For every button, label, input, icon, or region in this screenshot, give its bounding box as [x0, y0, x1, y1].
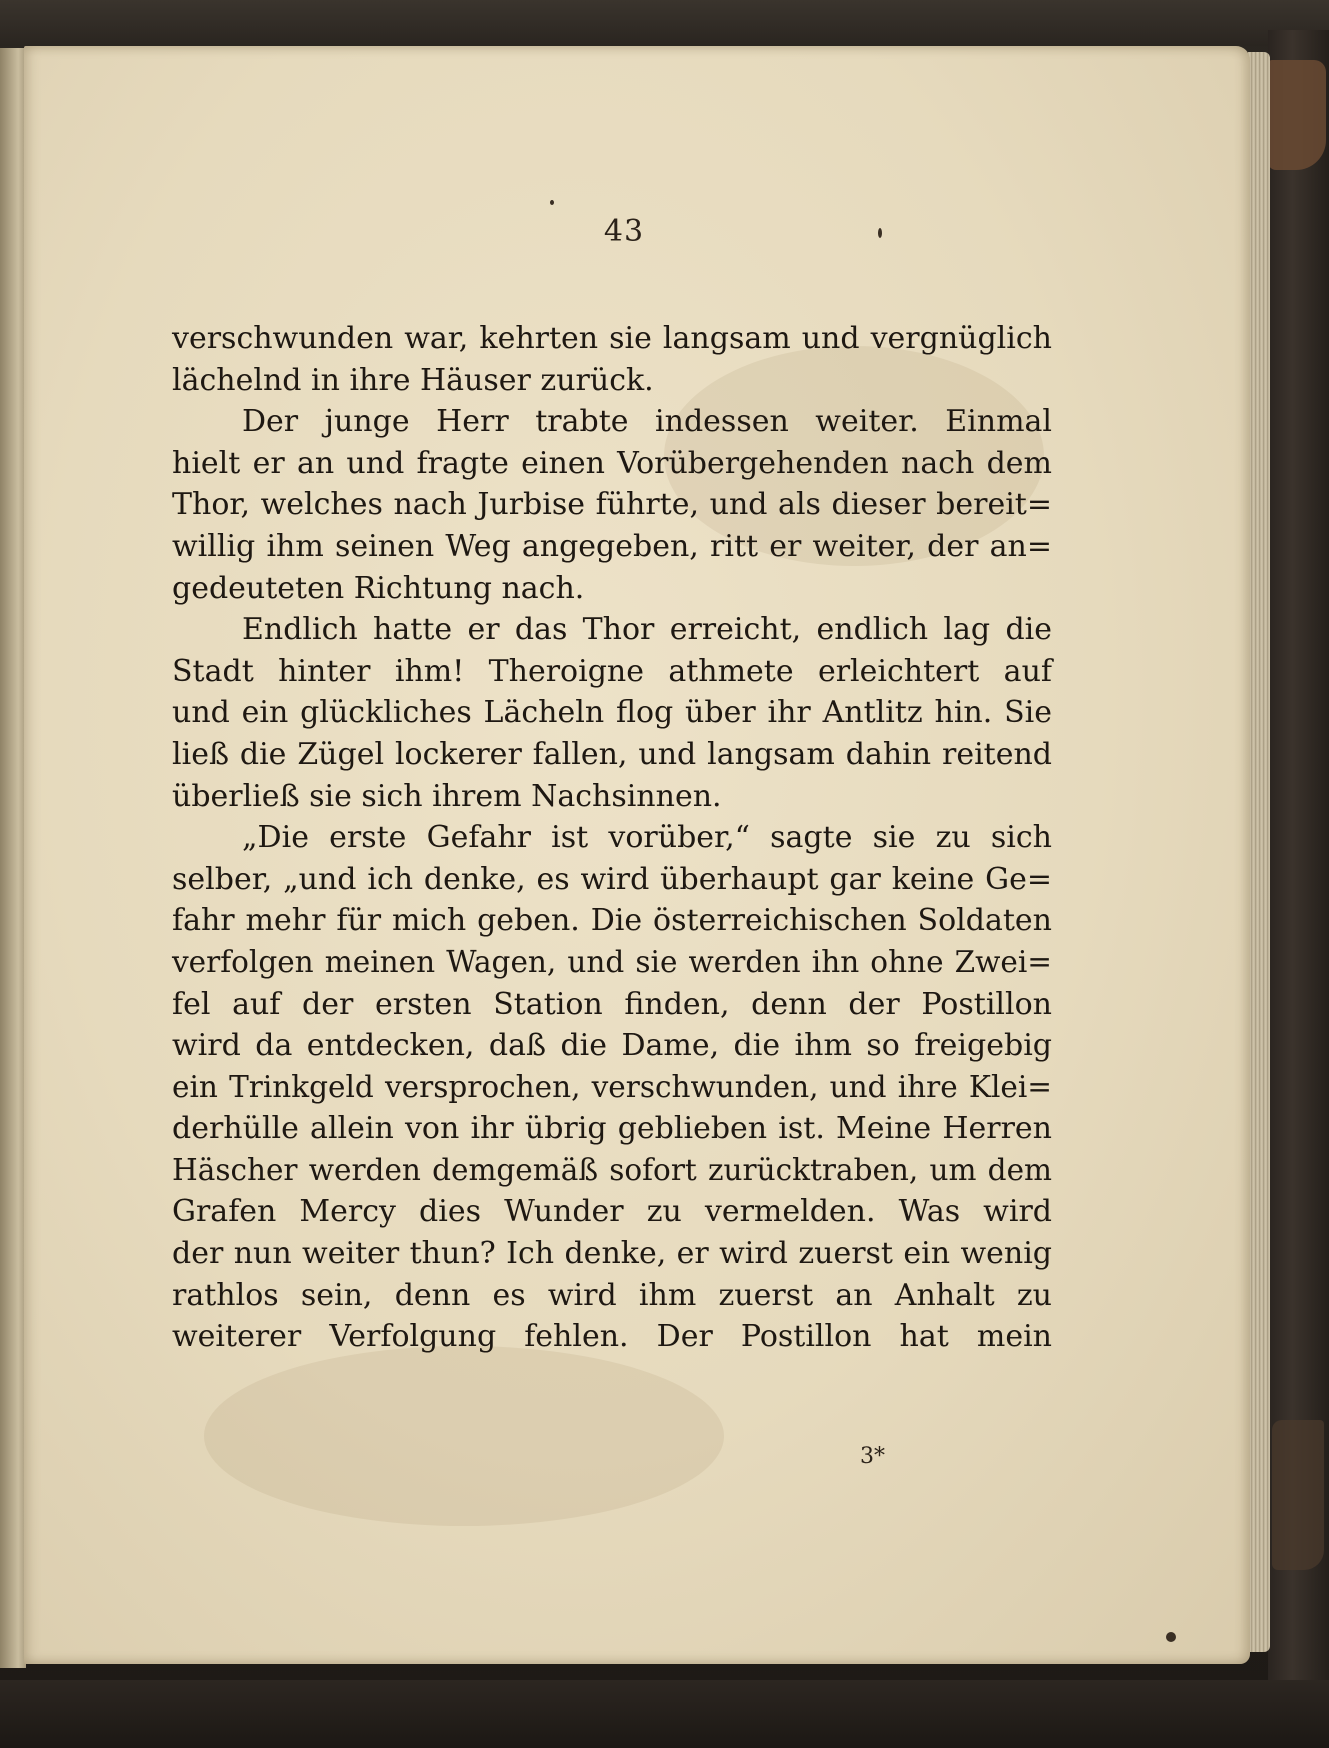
body-text	[172, 318, 1052, 1358]
text-line: Stadt hinter ihm! Theroigne athmete erleichtert auf	[172, 653, 1052, 689]
text-line: und ein glückliches Lächeln flog über ihr Antlitz hin. Sie	[172, 695, 1052, 731]
ink-speck	[550, 200, 554, 205]
book-cover-bottom	[0, 1680, 1329, 1748]
page-number: 43	[603, 214, 645, 249]
page-edge-stack	[1248, 52, 1270, 1652]
text-line: überließ sie sich ihrem Nachsinnen.	[172, 778, 722, 814]
worn-leather-patch	[1272, 1420, 1324, 1570]
text-line: Thor, welches nach Jurbise führte, und als dieser bereit=	[172, 487, 1052, 523]
text-line: ließ die Zügel lockerer fallen, und langsam dahin reitend	[172, 736, 1052, 772]
ink-speck	[878, 228, 882, 238]
text-line: Der junge Herr trabte indessen weiter. Einmal	[242, 404, 1052, 440]
text-line: verschwunden war, kehrten sie langsam und vergnüglich	[172, 321, 1052, 356]
text-line: „Die erste Gefahr ist vorüber,“ sagte sie zu sich	[242, 820, 1052, 856]
text-line: gedeuteten Richtung nach.	[172, 570, 585, 606]
book-cover-top	[0, 0, 1329, 46]
facing-page-edge	[0, 48, 26, 1668]
text-line: derhülle allein von ihr übrig geblieben ist. Meine Herren	[172, 1111, 1052, 1147]
book-page	[24, 46, 1250, 1664]
text-line: willig ihm seinen Weg angegeben, ritt er weiter, der an=	[172, 528, 1052, 564]
page-stain	[204, 1346, 724, 1526]
text-line: ein Trinkgeld versprochen, verschwunden, und ihre Klei=	[172, 1069, 1052, 1104]
text-line: Häscher werden demgemäß sofort zurücktraben, um dem	[172, 1152, 1052, 1187]
text-line: der nun weiter thun? Ich denke, er wird zuerst ein wenig	[172, 1236, 1052, 1272]
text-line: weiterer Verfolgung fehlen. Der Postillon hat mein	[172, 1319, 1052, 1355]
text-line: wird da entdecken, daß die Dame, die ihm so freigebig	[172, 1028, 1052, 1064]
ink-speck	[1166, 1632, 1176, 1642]
text-line: rathlos sein, denn es wird ihm zuerst an Anhalt zu	[172, 1277, 1052, 1313]
text-line: selber, „und ich denke, es wird überhaupt gar keine Ge=	[172, 861, 1052, 897]
text-line: Grafen Mercy dies Wunder zu vermelden. Was wird	[172, 1194, 1052, 1230]
signature-mark: 3*	[860, 1444, 885, 1469]
text-line: fahr mehr für mich geben. Die österreichischen Soldaten	[172, 903, 1052, 939]
text-line: verfolgen meinen Wagen, und sie werden ihn ohne Zwei=	[172, 944, 1052, 979]
text-line: hielt er an und fragte einen Vorübergehenden nach dem	[172, 445, 1052, 481]
text-line: fel auf der ersten Station finden, denn der Postillon	[172, 986, 1052, 1022]
worn-leather-patch	[1268, 60, 1326, 170]
text-line: lächelnd in ihre Häuser zurück.	[172, 362, 654, 398]
text-line: Endlich hatte er das Thor erreicht, endlich lag die	[242, 612, 1052, 648]
